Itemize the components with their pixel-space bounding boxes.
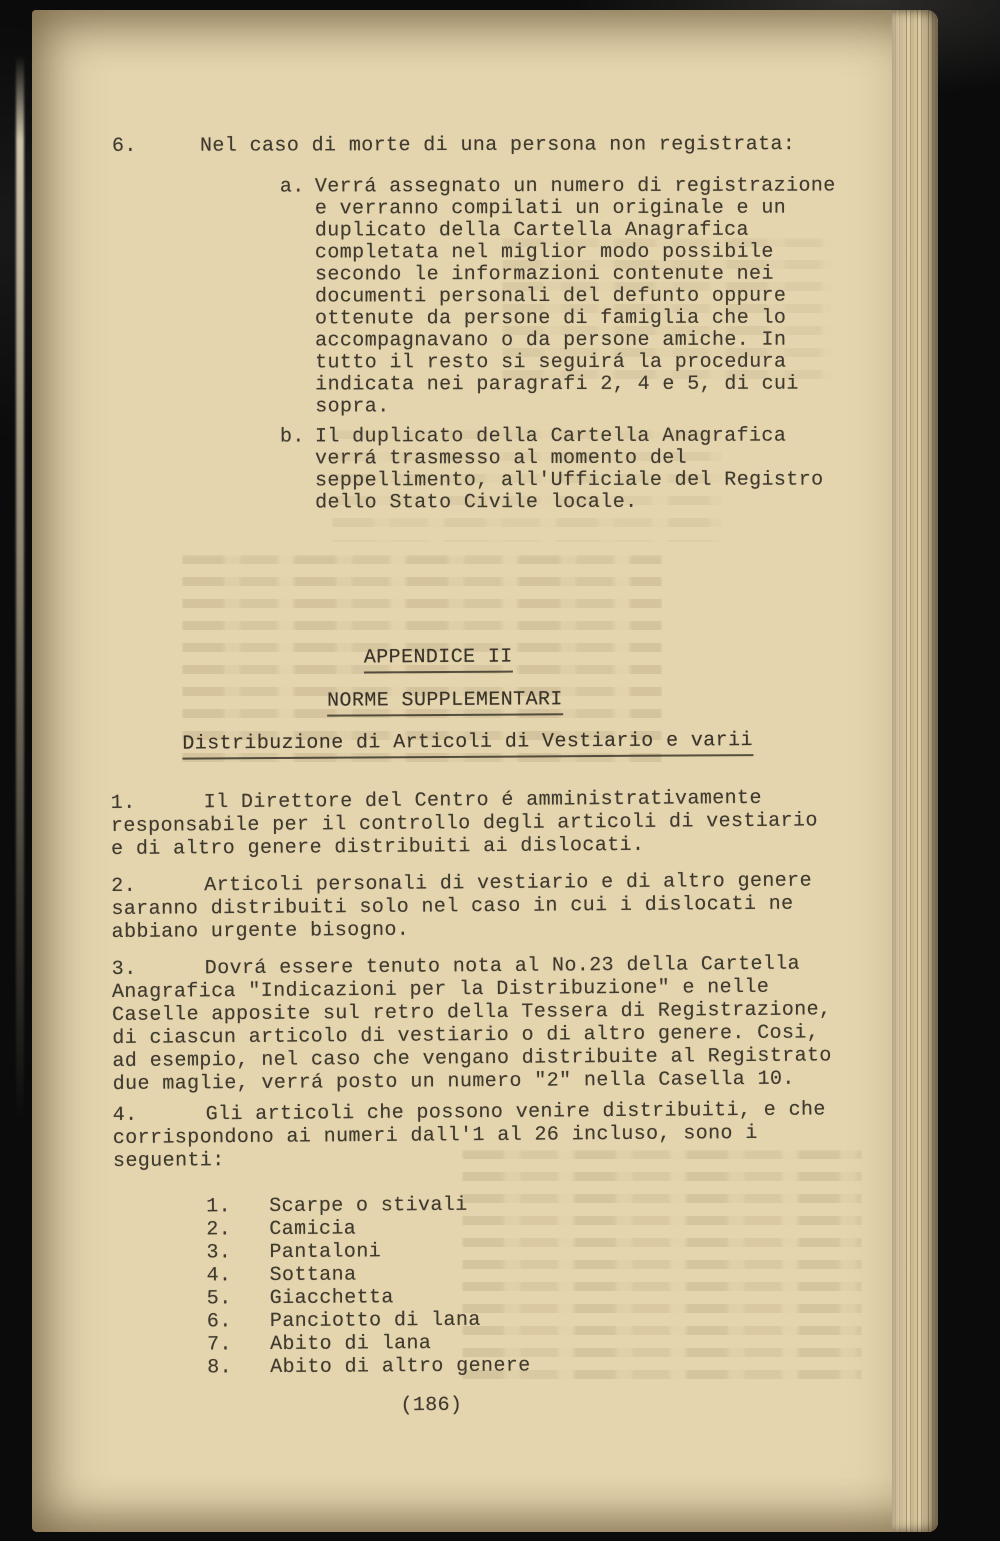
paragraph-1 (111, 786, 892, 861)
list-item (206, 1193, 530, 1218)
paragraph-number: 2. (111, 874, 137, 899)
list-item-number: 3. (206, 1241, 232, 1265)
list-item-number: 2. (206, 1218, 232, 1242)
paragraph-text: Gli articoli che possono venire distribuiti, e che corrispondono ai numeri dall'1 al 26 incluso, sono i seguenti: (112, 1098, 826, 1173)
appendix-title: APPENDICE II (364, 646, 513, 674)
list-item-number: 1. (206, 1195, 232, 1219)
list-item (206, 1239, 530, 1264)
paragraph-text: Dovrá essere tenuto nota al No.23 della Cartella Anagrafica "Indicazioni per la Distribuzione" e nelle Caselle apposite sul retro della Tessera di Registrazione, di ciascun articolo di vestiario o di altro genere. Cosi, ad esempio, nel caso che vengano distribuite al Registrato due maglie, verrá posto un numero "2" nella Casella 10. (111, 952, 832, 1096)
paragraph-number: 6. (111, 134, 137, 158)
list-item-number: 8. (207, 1356, 233, 1380)
sub-item-label: a. (279, 175, 305, 199)
paragraph-text: Articoli personali di vestiario e di altro genere saranno distribuiti solo nel caso in cui i dislocati ne abbiano urgente bisogno. (111, 869, 813, 945)
list-item-number: 7. (206, 1333, 232, 1357)
paragraph-number: 1. (110, 791, 136, 816)
list-item-number: 4. (206, 1264, 232, 1288)
paragraph-text: Nel caso di morte di una persona non registrata: (199, 133, 796, 158)
clothing-list (206, 1193, 531, 1379)
list-item-number: 6. (206, 1310, 232, 1334)
list-item (207, 1331, 531, 1356)
paragraph-text: Il Direttore del Centro é amministrativamente responsabile per il controllo degli articoli di vestiario e di altro genere distribuiti ai dislocati. (110, 786, 818, 862)
list-item-label: Camicia (269, 1217, 357, 1242)
list-item (206, 1216, 530, 1241)
list-item-number: 5. (206, 1287, 232, 1311)
list-item-label: Giacchetta (269, 1286, 394, 1311)
sub-item-text: Il duplicato della Cartella Anagrafica verrá trasmesso al momento del seppellimento, all'Ufficiale del Registro dello Stato Civile locale. (314, 424, 824, 515)
list-item (207, 1262, 531, 1287)
list-item-label: Abito di altro genere (270, 1354, 531, 1380)
paragraph-number: 4. (112, 1103, 138, 1127)
list-item (207, 1308, 531, 1333)
list-item-label: Abito di lana (269, 1332, 432, 1357)
page-number: (186) (400, 1393, 463, 1418)
sub-item-label: b. (279, 425, 305, 449)
appendix-section (26, 5, 941, 1533)
paragraph-number: 3. (111, 957, 137, 982)
appendix-subtitle: NORME SUPPLEMENTARI (327, 688, 563, 716)
list-item (207, 1285, 531, 1310)
list-item-label: Pantaloni (269, 1240, 382, 1265)
list-item (207, 1354, 531, 1379)
page-content (32, 10, 938, 1532)
list-item-label: Sottana (269, 1263, 357, 1288)
list-item-label: Scarpe o stivali (269, 1193, 468, 1219)
paragraph-4 (113, 1098, 894, 1173)
list-item-label: Panciotto di lana (269, 1308, 481, 1334)
sub-item-text: Verrá assegnato un numero di registrazione e verranno compilati un originale e un duplicato della Cartella Anagrafica completata nel miglior modo possibile secondo le informazioni contenute nei documenti personali del defunto oppure ottenute da persone di famiglia che lo accompagnavano o da persone amiche. In tutto il resto si seguirá la procedura indicata nei paragrafi 2, 4 e 5, di cui sopra. (314, 174, 836, 419)
paragraph-3 (112, 952, 893, 1096)
document-page (32, 10, 938, 1532)
paragraph-2 (111, 869, 892, 944)
underlying-page-edge (16, 55, 24, 1125)
section-heading: Distribuzione di Articoli di Vestiario e varii (182, 729, 753, 759)
